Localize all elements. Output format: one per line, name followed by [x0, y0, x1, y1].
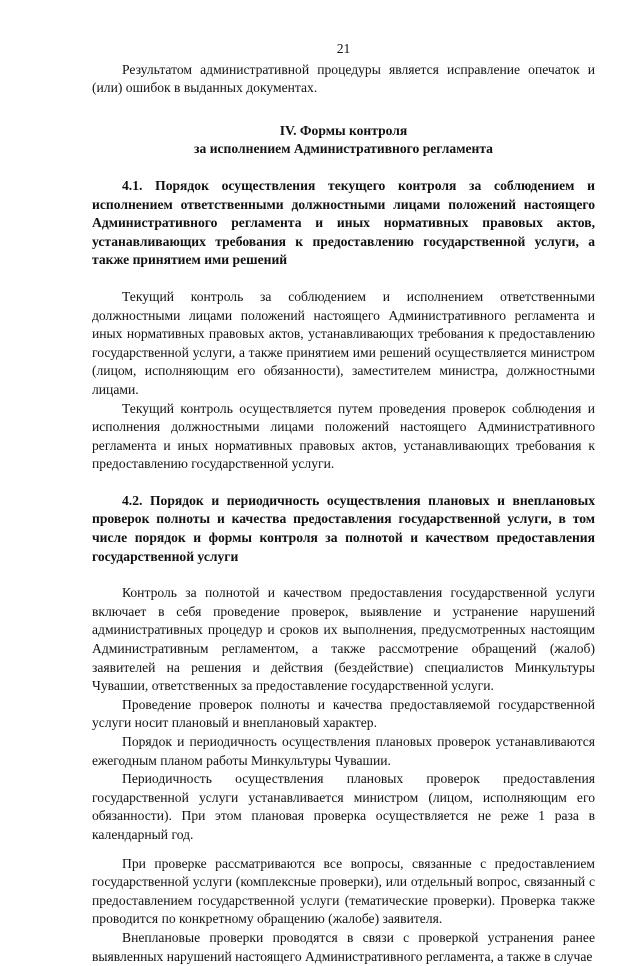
document-page	[92, 40, 595, 966]
paragraph-4-1-2: Текущий контроль осуществляется путем проведения проверок соблюдения и исполнения должностными лицами положений настоящего Административного регламента и иных нормативных правовых актов, устанавливающих требования к предоставлению государственной услуги.	[92, 400, 595, 472]
paragraph-4-2-3: Порядок и периодичность осуществления плановых проверок устанавливаются ежегодным планом работы Минкультуры Чувашии.	[92, 734, 595, 768]
paragraph-4-1-1: Текущий контроль за соблюдением и исполнением ответственными должностными лицами положений настоящего Административного регламента и иных нормативных правовых актов, устанавливающих требования к предоставлению государственной услуги, а также принятием ими решений осуществляется министром (лицом, исполняющим его обязанности), заместителем министра, должностными лицами.	[92, 288, 595, 397]
paragraph-4-2-5: При проверке рассматриваются все вопросы, связанные с предоставлением государственной услуги (комплексные проверки), или отдельный вопрос, связанный с предоставлением государственной услуги (тематические проверки). Проверка также проводится по конкретному обращению (жалобе) заявителя.	[92, 855, 595, 927]
section-title-line2: за исполнением Административного регламента	[194, 141, 493, 157]
subsection-4-1-heading: 4.1. Порядок осуществления текущего контроля за соблюдением и исполнением ответственными должностными лицами положений настоящего Административного регламента и иных нормативных правовых актов, устанавливающих требования к предоставлению государственной услуги, а также принятием ими решений	[92, 177, 595, 268]
intro-paragraph: Результатом административной процедуры является исправление опечаток и (или) ошибок в выданных документах.	[92, 61, 595, 96]
paragraph-4-2-6: Внеплановые проверки проводятся в связи с проверкой устранения ранее выявленных нарушений настоящего Административного регламента, а также в случае	[92, 929, 595, 964]
page-number: 21	[336, 41, 351, 56]
paragraph-4-2-1: Контроль за полнотой и качеством предоставления государственной услуги включает в себя проведение проверок, выявление и устранение нарушений административных процедур и сроков их выполнения, предусмотренных настоящим Административным регламентом, а также рассмотрение обращений (жалоб) заявителей на решения и действия (бездействие) специалистов Минкультуры Чувашии, ответственных за предоставление государственной услуги.	[92, 585, 595, 694]
section-title	[92, 122, 595, 159]
section-title-line1: IV. Формы контроля	[279, 122, 408, 138]
subsection-4-2-heading: 4.2. Порядок и периодичность осуществления плановых и внеплановых проверок полноты и качества предоставления государственной услуги, в том числе порядок и формы контроля за полнотой и качеством предоставления государственной услуги	[92, 492, 595, 564]
paragraph-4-2-4: Периодичность осуществления плановых проверок предоставления государственной услуги устанавливается министром (лицом, исполняющим его обязанности). При этом плановая проверка осуществляется не реже 1 раза в календарный год.	[92, 771, 595, 842]
paragraph-4-2-2: Проведение проверок полноты и качества предоставляемой государственной услуги носит плановый и внеплановый характер.	[92, 696, 595, 731]
